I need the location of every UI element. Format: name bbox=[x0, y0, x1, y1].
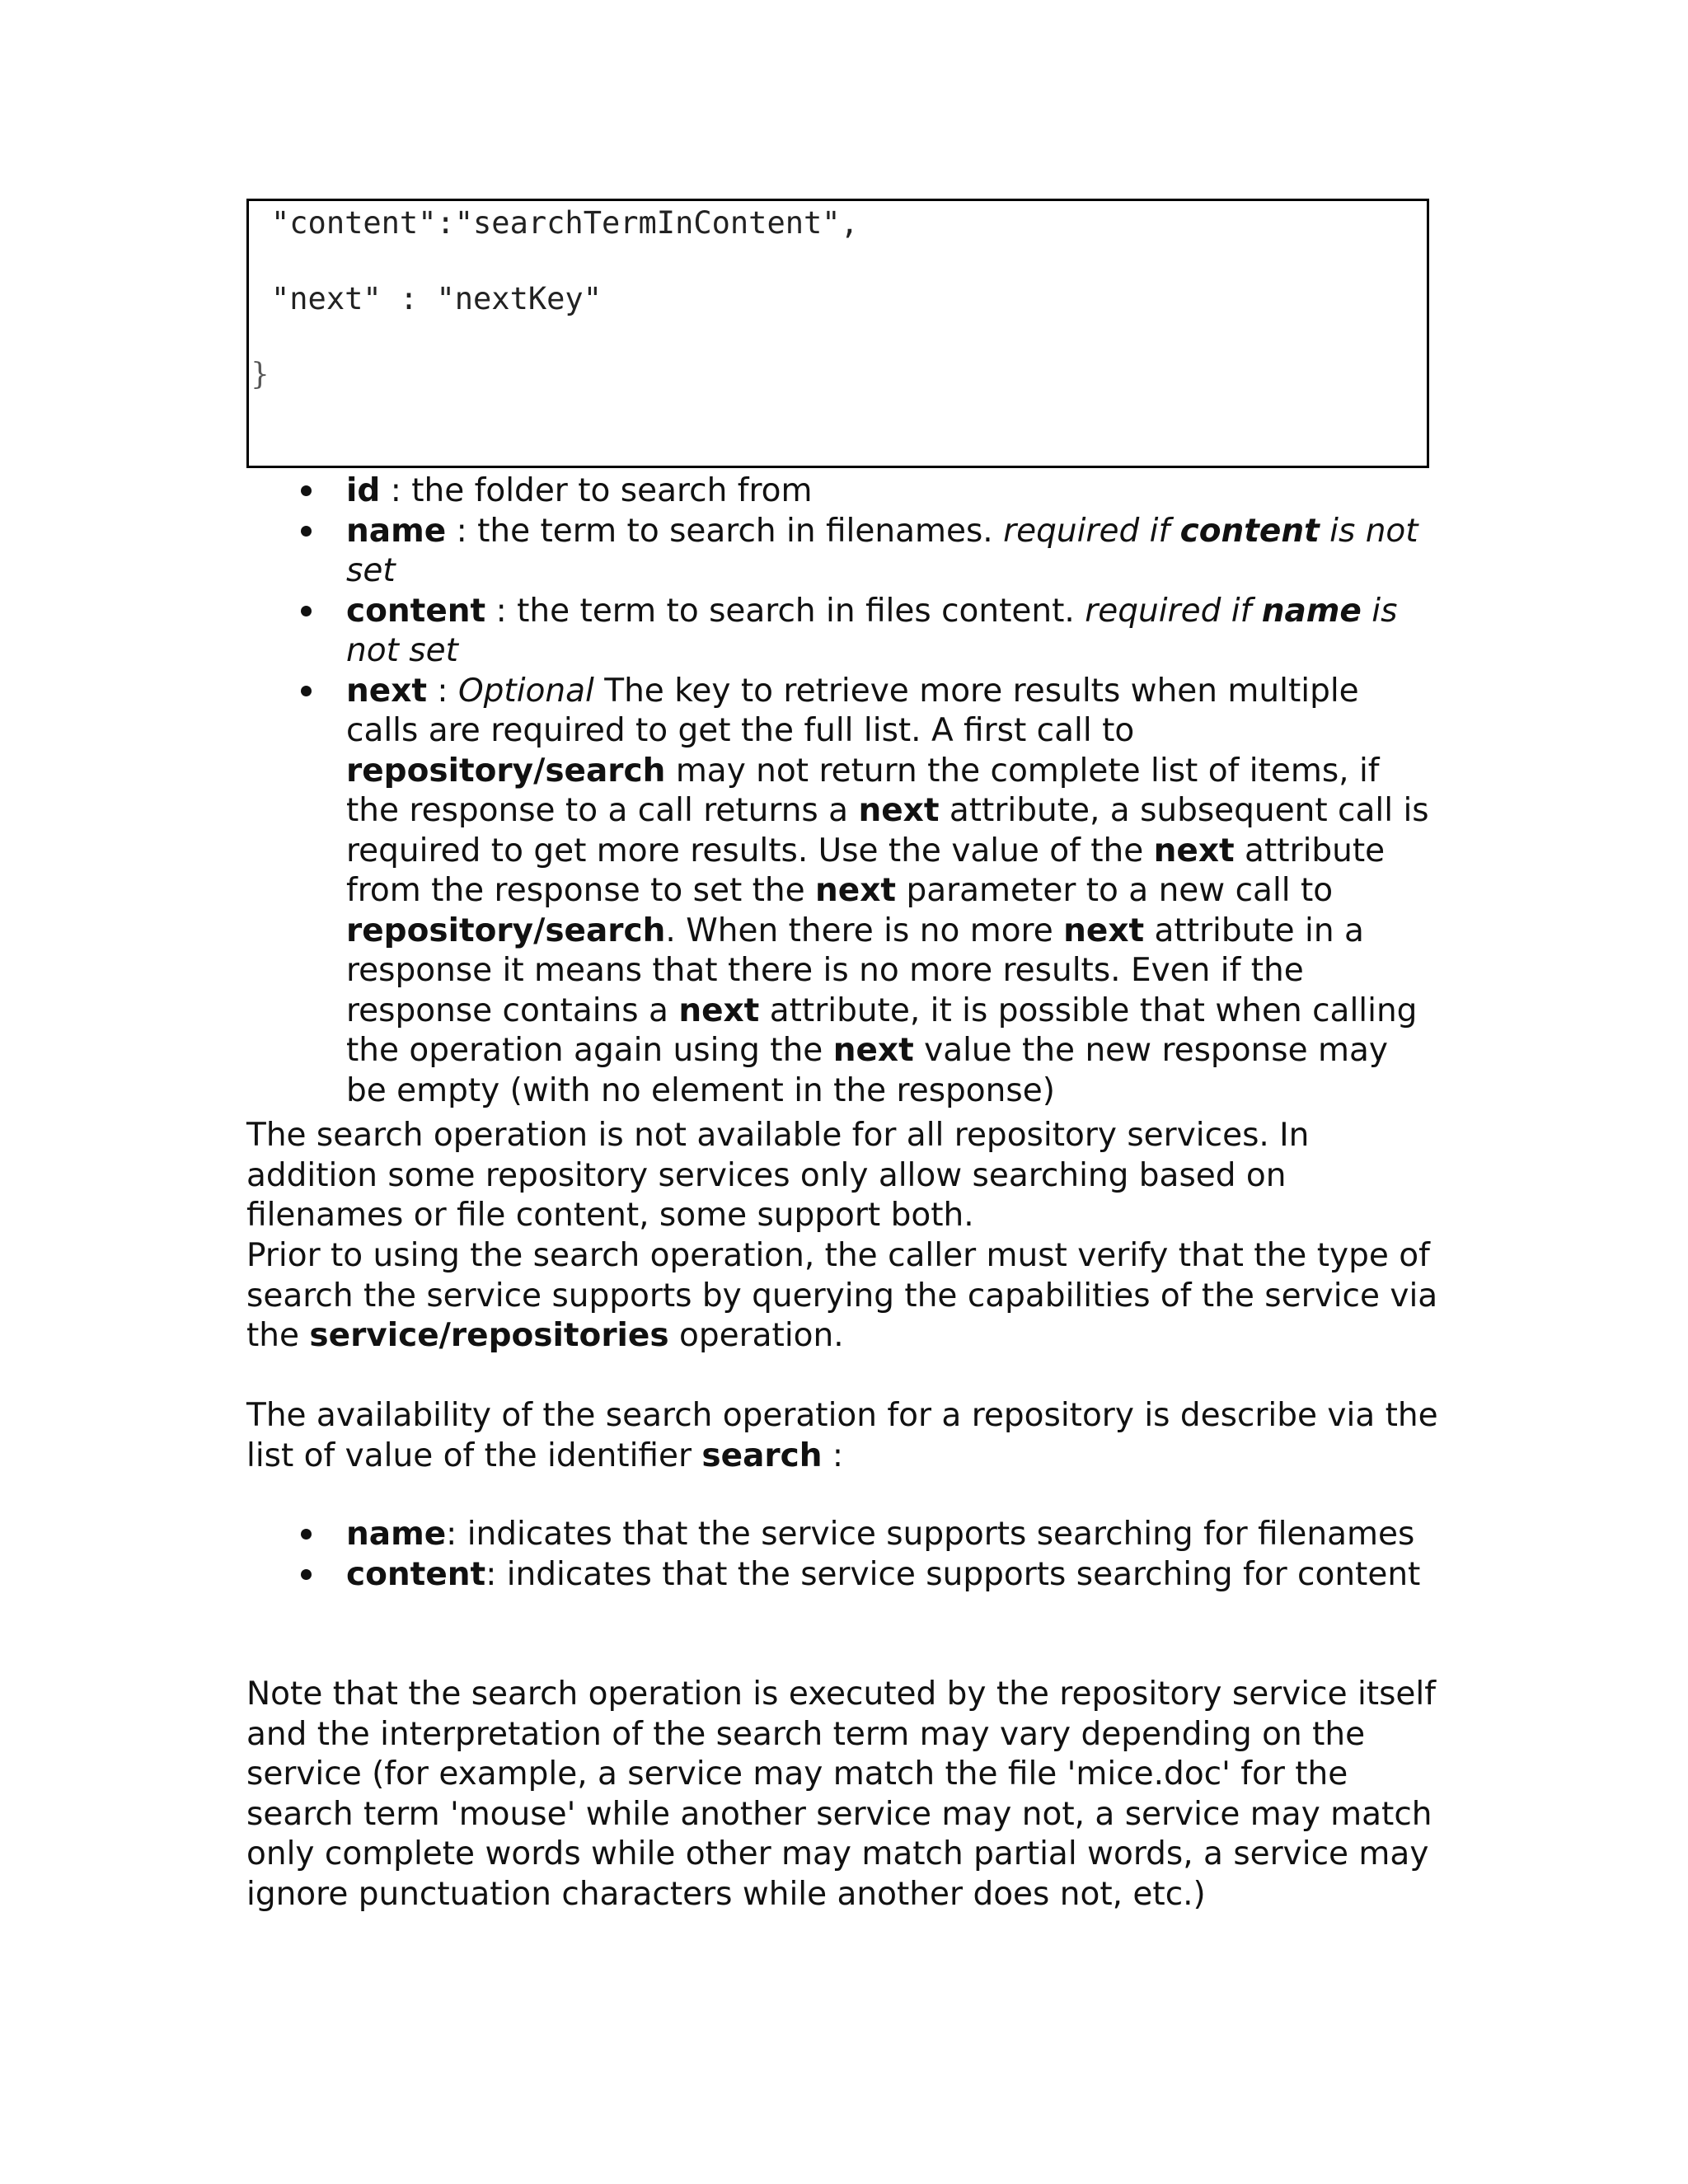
paragraph-availability: The search operation is not available for all repository services. In addition some repository services only allow searching based on filenames or file content, some support both. bbox=[246, 1117, 1310, 1234]
keyword: next bbox=[1153, 832, 1235, 869]
bullet-icon bbox=[301, 526, 312, 537]
bullet-icon bbox=[301, 606, 312, 616]
param-term: next bbox=[346, 672, 428, 710]
paragraph-text: operation. bbox=[668, 1317, 844, 1354]
param-description: attribute in a response it means that there is no more results. Even if the response contains a bbox=[346, 912, 1364, 1029]
requirement-note: required if bbox=[1085, 592, 1262, 630]
optional-label: Optional bbox=[457, 672, 594, 710]
param-description: value the new response may be empty (with no element in the response) bbox=[346, 1032, 1388, 1109]
keyword: next bbox=[858, 792, 940, 829]
paragraph-note: Note that the search operation is executed by the repository service itself and the interpretation of the search term may vary depending on the service (for example, a service may match the file 'mice.doc' for the search term 'mouse' while another service may not, a service may match only complete words while other may match partial words, a service may ignore punctuation characters while another does not, etc.) bbox=[246, 1675, 1436, 1913]
param-description: the term to search in files content. bbox=[517, 592, 1085, 630]
keyword: next bbox=[832, 1032, 914, 1069]
list-item bbox=[0, 471, 1430, 512]
endpoint-ref: repository/search bbox=[346, 912, 666, 949]
param-term: id bbox=[346, 472, 381, 509]
paragraph-text: The availability of the search operation for a repository is describe via the list of value of the identifier bbox=[246, 1397, 1438, 1474]
identifier-term: search bbox=[701, 1436, 823, 1474]
param-description: parameter to a new call to bbox=[896, 872, 1334, 909]
param-description: the folder to search from bbox=[411, 472, 813, 509]
code-line-content: "content":"searchTermInContent", bbox=[271, 205, 859, 241]
param-description: the term to search in filenames. bbox=[477, 512, 1004, 550]
param-term: content bbox=[346, 592, 486, 630]
keyword: next bbox=[1063, 912, 1145, 949]
requirement-note: required if bbox=[1003, 512, 1180, 550]
bullet-icon bbox=[301, 1569, 312, 1580]
endpoint-ref: service/repositories bbox=[309, 1317, 669, 1354]
param-separator: : bbox=[446, 512, 478, 550]
bullet-icon bbox=[301, 485, 312, 496]
list-item bbox=[0, 1515, 1430, 1555]
code-block bbox=[246, 199, 1429, 468]
param-separator: : bbox=[485, 592, 518, 630]
paragraph-text: : bbox=[822, 1436, 844, 1474]
keyword: next bbox=[678, 991, 760, 1029]
list-item bbox=[0, 592, 1430, 672]
list-item bbox=[0, 672, 1430, 1112]
param-description: . When there is no more bbox=[665, 912, 1064, 949]
requirement-note-end: is not set bbox=[346, 592, 1398, 669]
value-description: : indicates that the service supports searching for content bbox=[485, 1555, 1421, 1593]
parameter-list bbox=[0, 471, 1688, 1111]
value-term: content bbox=[346, 1555, 486, 1593]
requirement-note-end: is not set bbox=[346, 512, 1418, 589]
param-separator: : bbox=[380, 472, 412, 509]
code-line-next: "next" : "nextKey" bbox=[271, 281, 602, 316]
bullet-icon bbox=[301, 686, 312, 696]
value-term: name bbox=[346, 1516, 447, 1553]
requirement-term: content bbox=[1179, 512, 1320, 550]
param-term: name bbox=[346, 512, 447, 550]
requirement-term: name bbox=[1261, 592, 1362, 630]
search-values-list bbox=[0, 1515, 1688, 1595]
keyword: next bbox=[815, 872, 897, 909]
param-description: attribute, a subsequent call is required to get more results. Use the value of the bbox=[346, 792, 1429, 869]
bullet-icon bbox=[301, 1529, 312, 1540]
endpoint-ref: repository/search bbox=[346, 752, 666, 790]
paragraph-identifier bbox=[246, 1396, 1450, 1476]
param-description: may not return the complete list of items, if the response to a call returns a bbox=[346, 752, 1380, 829]
list-item bbox=[0, 1555, 1430, 1596]
list-item bbox=[0, 512, 1430, 592]
code-closing-brace: } bbox=[251, 358, 270, 391]
paragraph-prerequisite bbox=[246, 1236, 1450, 1357]
param-description: attribute from the response to set the bbox=[346, 832, 1386, 909]
param-description: The key to retrieve more results when multiple calls are required to get the full list. A first call to bbox=[346, 672, 1359, 749]
value-description: : indicates that the service supports searching for filenames bbox=[446, 1516, 1415, 1553]
param-separator: : bbox=[427, 672, 458, 710]
param-description: attribute, it is possible that when calling the operation again using the bbox=[346, 991, 1418, 1069]
paragraph-text: Prior to using the search operation, the caller must verify that the type of search the service supports by querying the capabilities of the service via the bbox=[246, 1237, 1438, 1354]
